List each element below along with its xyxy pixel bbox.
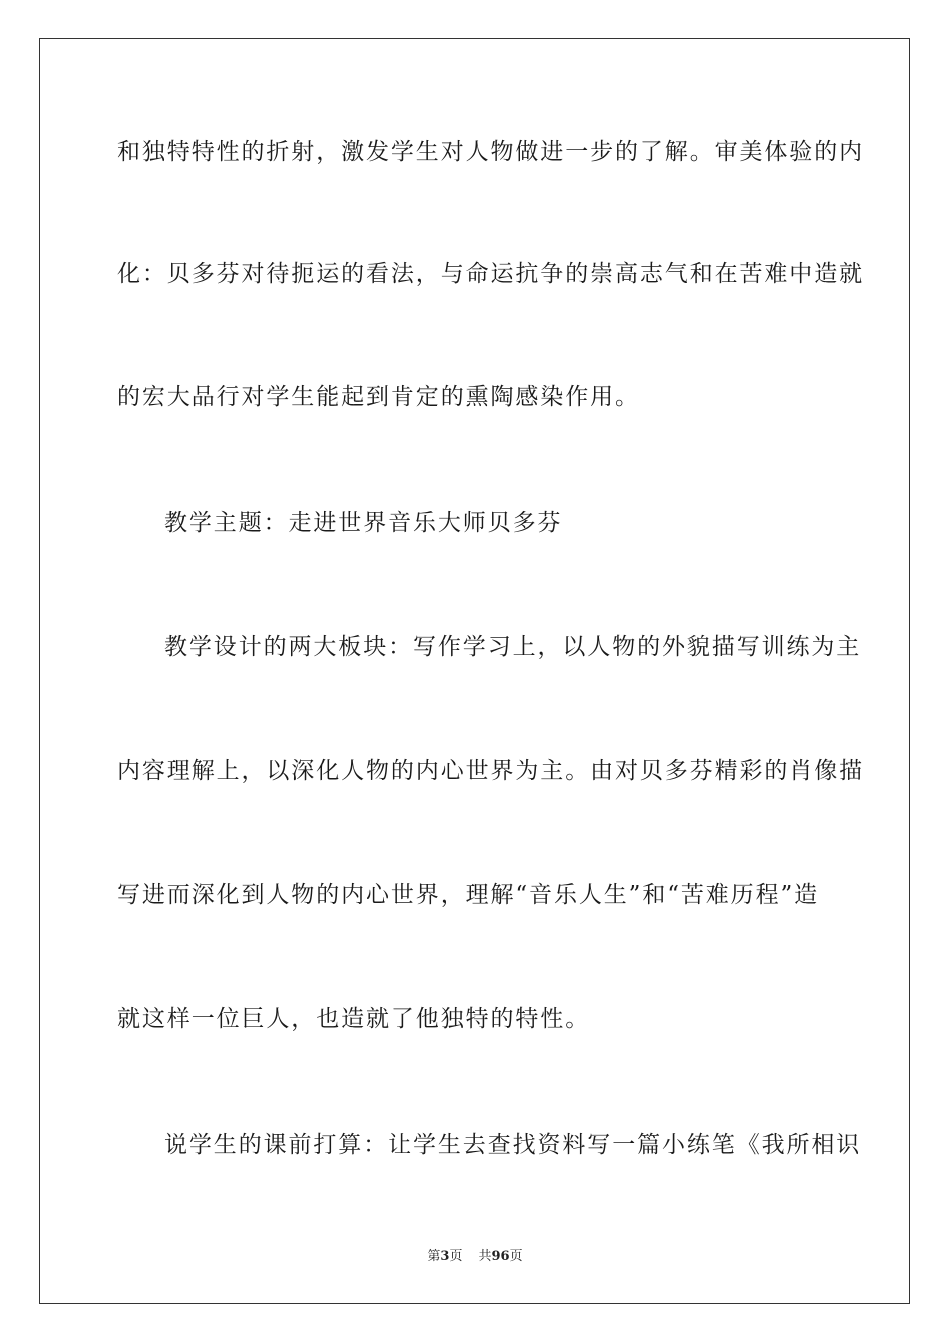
total-pages: 96 [491,1249,510,1264]
page-number: 3 [440,1249,450,1264]
teaching-theme-line: 教学主题：走进世界音乐大师贝多芬 [164,510,563,536]
text-line-2: 化：贝多芬对待扼运的看法，与命运抗争的崇高志气和在苦难中造就 [117,261,864,287]
text-line-3: 的宏大品行对学生能起到肯定的熏陶感染作用。 [117,384,640,410]
text-line-7: 写进而深化到人物的内心世界，理解“音乐人生”和“苦难历程”造 [117,882,820,908]
page-suffix: 页 [449,1249,463,1264]
teaching-design-line: 教学设计的两大板块：写作学习上，以人物的外貌描写训练为主 [164,634,862,660]
page-prefix: 第 [427,1249,441,1264]
text-line-6: 内容理解上，以深化人物的内心世界为主。由对贝多芬精彩的肖像描 [117,758,864,784]
student-preparation-line: 说学生的课前打算：让学生去查找资料写一篇小练笔《我所相识 [164,1132,862,1158]
total-prefix: 共 [478,1249,492,1264]
text-line-1: 和独特特性的折射，激发学生对人物做进一步的了解。审美体验的内 [117,139,864,165]
page-footer [0,1248,950,1266]
text-line-8: 就这样一位巨人，也造就了他独特的特性。 [117,1006,591,1032]
page-border [39,38,910,1304]
total-suffix: 页 [509,1249,523,1264]
